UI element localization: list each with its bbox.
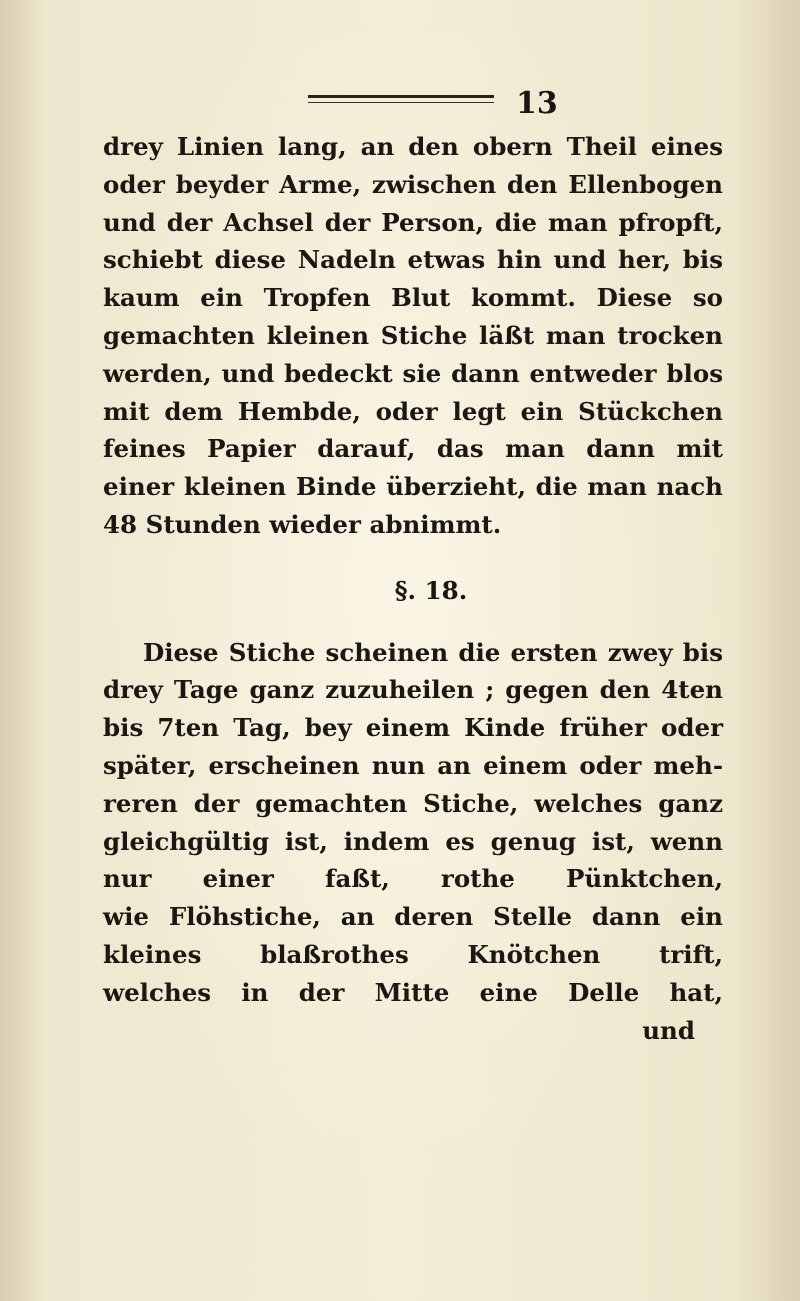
catchword: und [642, 1015, 695, 1045]
text-line: mit dem Hembde, oder legt ein Stückchen [103, 396, 723, 426]
text-line: Diese Stiche scheinen die ersten zwey bis [143, 637, 723, 667]
section-heading: §. 18. [394, 575, 468, 605]
text-line: kaum ein Tropfen Blut kommt. Diese so [103, 283, 723, 313]
text-block [103, 128, 723, 1049]
text-line: welches in der Mitte eine Delle hat, [103, 977, 723, 1007]
text-line: schiebt diese Nadeln etwas hin und her, bis [103, 245, 723, 275]
text-line: reren der gemachten Stiche, welches ganz [103, 788, 723, 818]
header-rule [308, 95, 494, 98]
text-line: bis 7ten Tag, bey einem Kinde früher oder [103, 713, 723, 743]
text-line: nur einer faßt, rothe Pünktchen, [103, 864, 723, 894]
text-line: gemachten kleinen Stiche läßt man trocken [103, 320, 723, 350]
text-line: drey Linien lang, an den obern Theil eines [103, 132, 723, 161]
text-line: später, erscheinen nun an einem oder meh- [103, 750, 723, 780]
text-line: gleichgültig ist, indem es genug ist, wenn [103, 826, 723, 856]
header-rule-thin [308, 102, 494, 103]
paragraph-2 [103, 634, 723, 1012]
text-line: einer kleinen Binde überzieht, die man nach [103, 472, 723, 502]
text-line: wie Flöhstiche, an deren Stelle dann ein [103, 902, 723, 932]
text-line: drey Tage ganz zuzuheilen ; gegen den 4ten [103, 675, 723, 705]
text-line: werden, und bedeckt sie dann entweder blos [103, 358, 723, 388]
page-number: 13 [516, 86, 558, 121]
text-line: kleines blaßrothes Knötchen trift, [103, 939, 723, 969]
text-line: feines Papier darauf, das man dann mit [103, 434, 723, 464]
text-line: oder beyder Arme, zwischen den Ellenbogen [103, 169, 723, 199]
paragraph-1 [103, 128, 723, 544]
text-line: und der Achsel der Person, die man pfropft, [103, 207, 723, 237]
text-line: 48 Stunden wieder abnimmt. [103, 509, 502, 539]
